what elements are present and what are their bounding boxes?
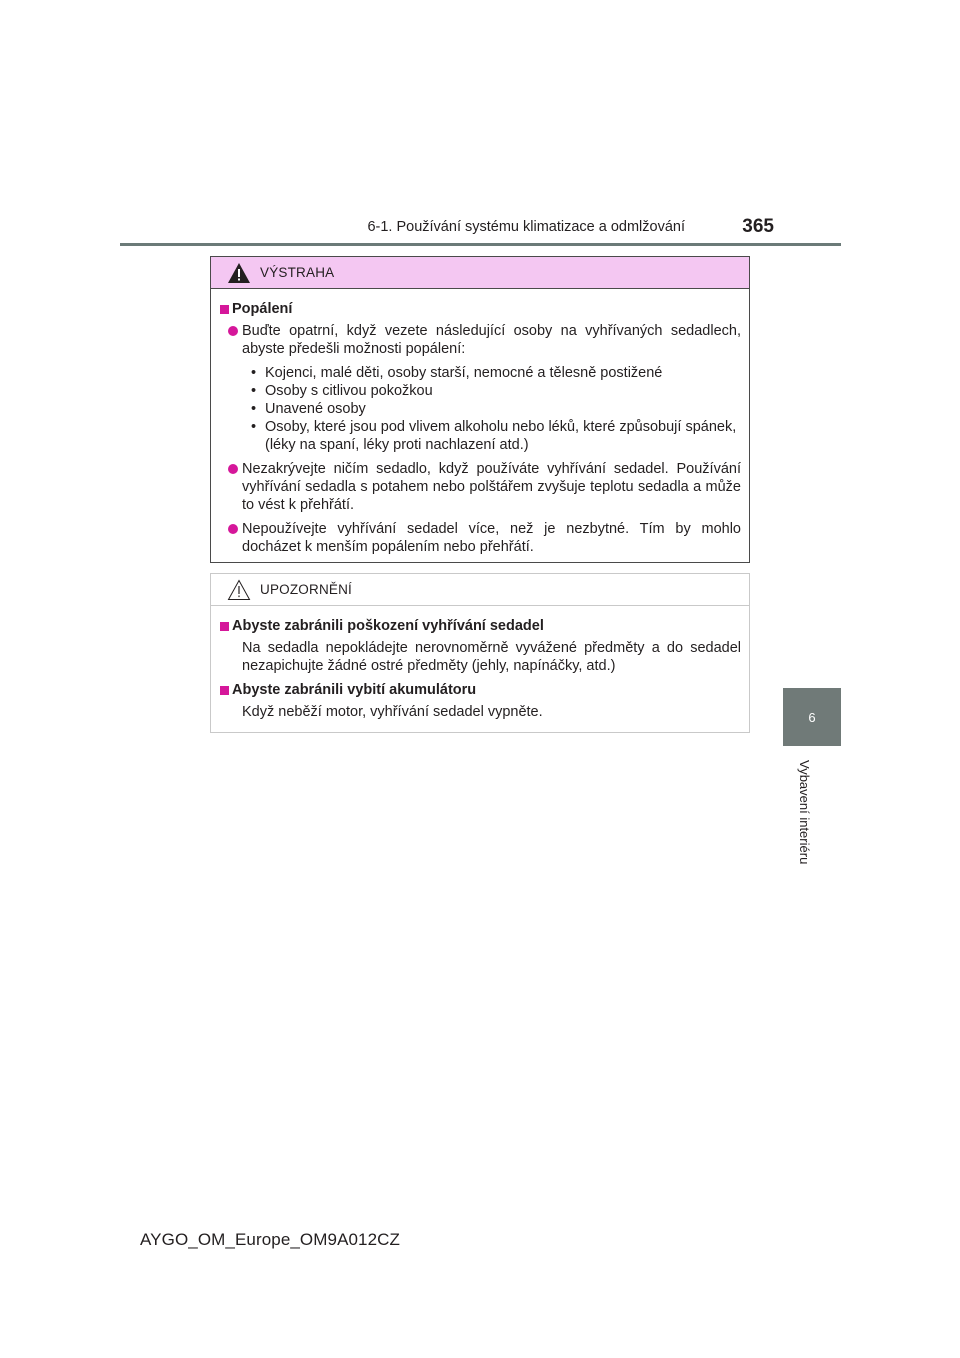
sub-list-item [219,364,741,382]
warning-box [210,256,750,563]
caution-body [211,606,749,721]
section-heading [219,300,741,318]
header-divider [120,243,841,246]
sub-list-text: Osoby, které jsou pod vlivem alkoholu nebo léků, které způsobují spánek, (léky na spaní, léky proti nachlazení atd.) [265,419,737,453]
chapter-number: 6 [808,709,816,725]
sub-list [219,364,741,454]
warning-body [211,289,749,556]
bullet-text: Buďte opatrní, když vezete následující osoby na vyhřívaných sedadlech, abyste předešli možnosti popálení: [242,323,741,357]
round-bullet-icon [228,326,238,336]
section-text: Když neběží motor, vyhřívání sedadel vypněte. [242,704,543,720]
page-number: 365 [742,216,774,237]
section-title: 6-1. Používání systému klimatizace a odmlžování [367,219,685,235]
caution-box [210,573,750,733]
square-bullet-icon [220,305,229,314]
bullet-item [219,460,741,514]
chapter-tab [783,688,841,746]
sub-list-item [219,418,741,454]
section-heading [219,617,741,635]
section-heading [219,681,741,699]
section-heading-text: Popálení [232,301,293,317]
dot-marker-icon: • [251,365,257,381]
chapter-label: Vybavení interiéru [797,760,812,865]
sub-list-item [219,400,741,418]
bullet-text: Nezakrývejte ničím sedadlo, když používáte vyhřívání sedadel. Používání vyhřívání sedadla s potahem nebo polštářem zvyšuje teplotu sedadla a může to vést k přehřátí. [242,461,741,513]
section-text: Na sedadla nepokládejte nerovnoměrně vyvážené předměty a do sedadel nezapichujte žádné ostré předměty (jehly, napínáčky, atd.) [242,640,741,674]
caution-icon [227,579,251,601]
document-code: AYGO_OM_Europe_OM9A012CZ [140,1230,401,1249]
sub-list-item [219,382,741,400]
bullet-item [219,322,741,358]
dot-marker-icon: • [251,401,257,417]
bullet-text: Nepoužívejte vyhřívání sedadel více, než je nezbytné. Tím by mohlo docházet k menším popálením nebo přehřátí. [242,521,741,555]
caution-header [211,574,749,606]
warning-icon [227,262,251,284]
section-heading-text: Abyste zabránili vybití akumulátoru [232,682,477,698]
sub-list-text: Kojenci, malé děti, osoby starší, nemocné a tělesně postižené [265,365,663,381]
warning-header [211,257,749,289]
caution-title: UPOZORNĚNÍ [260,582,353,597]
dot-marker-icon: • [251,419,257,435]
sub-list-text: Osoby s citlivou pokožkou [265,383,433,399]
round-bullet-icon [228,524,238,534]
section-heading-text: Abyste zabránili poškození vyhřívání sedadel [232,618,544,634]
square-bullet-icon [220,622,229,631]
round-bullet-icon [228,464,238,474]
bullet-item [219,520,741,556]
square-bullet-icon [220,686,229,695]
sub-list-text: Unavené osoby [265,401,366,417]
dot-marker-icon: • [251,383,257,399]
warning-title: VÝSTRAHA [260,265,335,280]
